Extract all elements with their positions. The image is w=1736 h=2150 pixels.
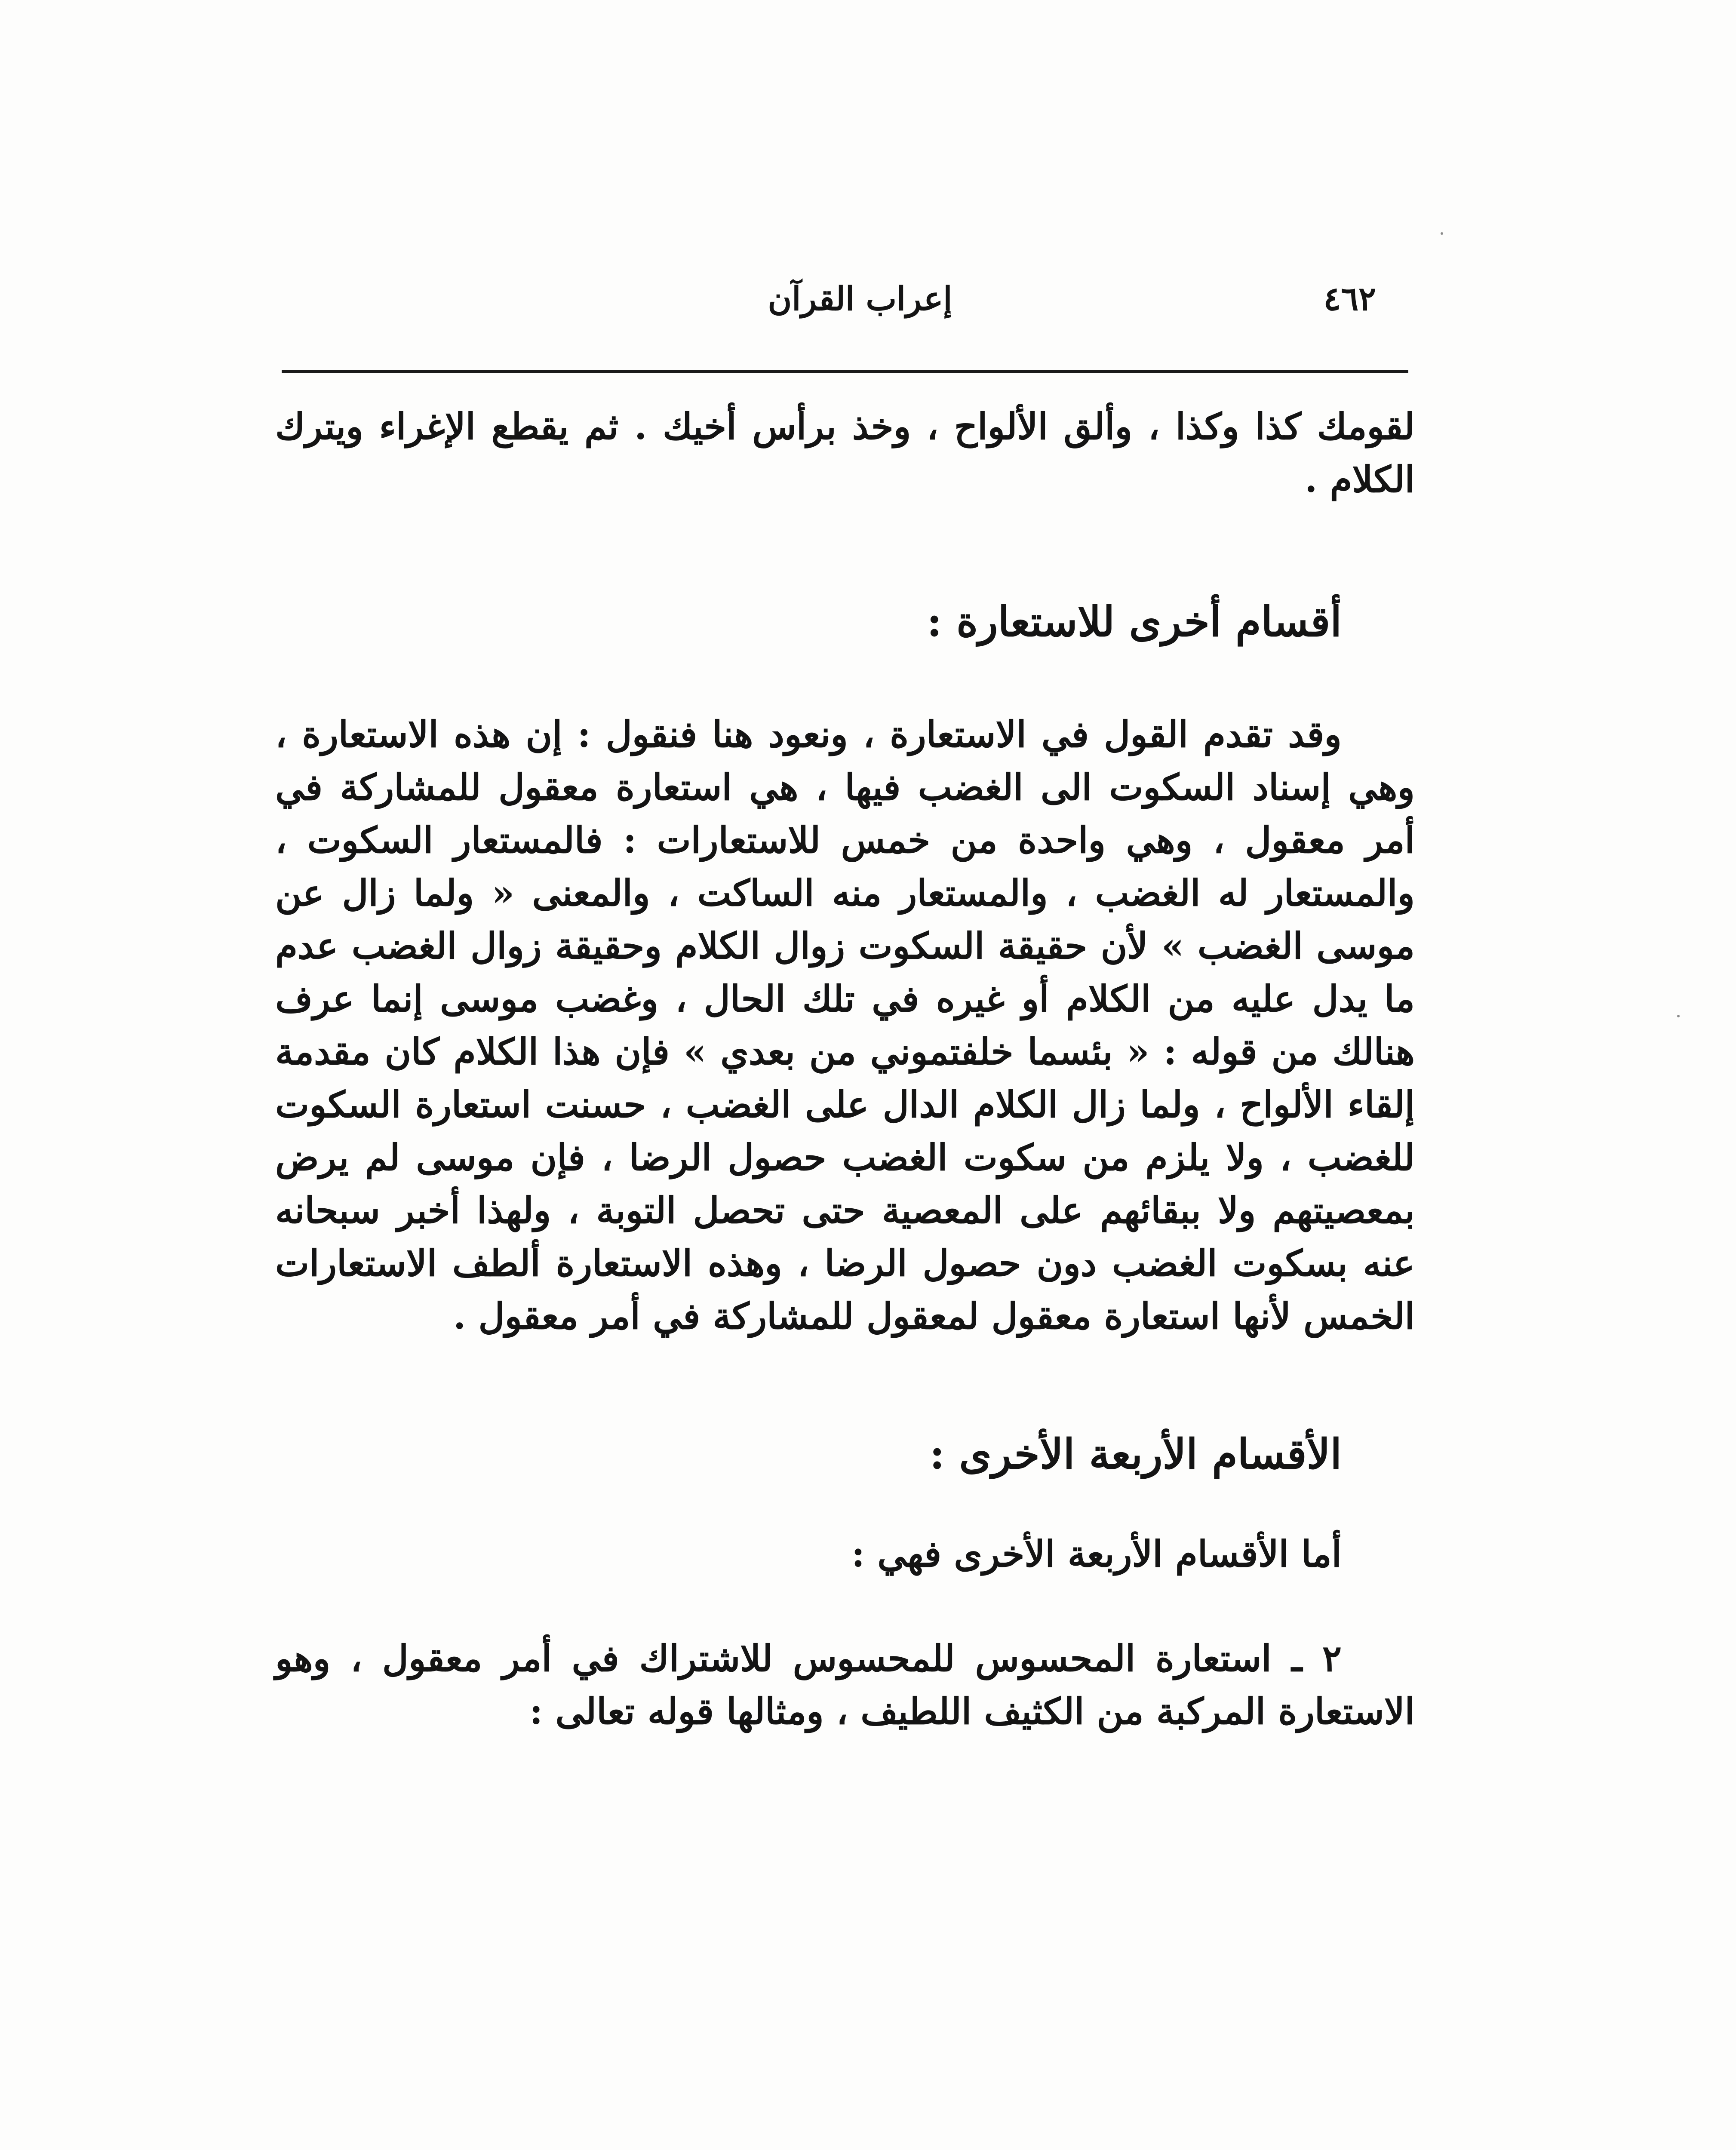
spacer (275, 1580, 1415, 1632)
spacer (275, 1342, 1415, 1424)
print-speck (1677, 1015, 1680, 1017)
spacer (275, 652, 1415, 708)
opening-paragraph: لقومك كذا وكذا ، وألق الألواح ، وخذ برأس أخيك . ثم يقطع الإغراء ويترك الكلام . (275, 405, 1415, 501)
print-speck (1441, 232, 1443, 235)
section-heading-four-other-types: الأقسام الأربعة الأخرى : (929, 1430, 1342, 1478)
section-heading-other-metaphor-types: أقسام أخرى للاستعارة : (927, 597, 1342, 646)
header-divider (282, 370, 1408, 373)
page-header (275, 275, 1376, 327)
numbered-item-2: ٢ ـ استعارة المحسوس للمحسوس للاشتراك في أمر معقول ، وهو الاستعارة المركبة من الكثيف اللطيف ، ومثالها قوله تعالى : (275, 1637, 1415, 1732)
section-intro: أما الأقسام الأربعة الأخرى فهي : (851, 1533, 1342, 1575)
page-number: ٤٦٢ (1323, 280, 1376, 318)
spacer (275, 1484, 1415, 1527)
page-body (275, 400, 1415, 1738)
running-title: إعراب القرآن (768, 280, 952, 318)
spacer (275, 506, 1415, 592)
section-paragraph-metaphor: وقد تقدم القول في الاستعارة ، ونعود هنا فنقول : إن هذه الاستعارة ، وهي إسناد السكوت الى الغضب فيها ، هي استعارة معقول للمشاركة في أمر معقول ، وهي واحدة من خمس للاستعارات : فالمستعار السكوت ، والمستعار له الغضب ، والمستعار منه الساكت ، والمعنى « ولما زال عن موسى الغضب » لأن حقيقة السكوت زوال الكلام وحقيقة زوال الغضب عدم ما يدل عليه من الكلام أو غيره في تلك الحال ، وغضب موسى إنما عرف هنالك من قوله : « بئسما خلفتموني من بعدي » فإن هذا الكلام كان مقدمة إلقاء الألواح ، ولما زال الكلام الدال على الغضب ، حسنت استعارة السكوت للغضب ، ولا يلزم من سكوت الغضب حصول الرضا ، فإن موسى لم يرض بمعصيتهم ولا ببقائهم على المعصية حتى تحصل التوبة ، ولهذا أخبر سبحانه عنه بسكوت الغضب دون حصول الرضا ، وهذه الاستعارة ألطف الاستعارات الخمس لأنها استعارة معقول لمعقول للمشاركة في أمر معقول . (275, 713, 1415, 1337)
